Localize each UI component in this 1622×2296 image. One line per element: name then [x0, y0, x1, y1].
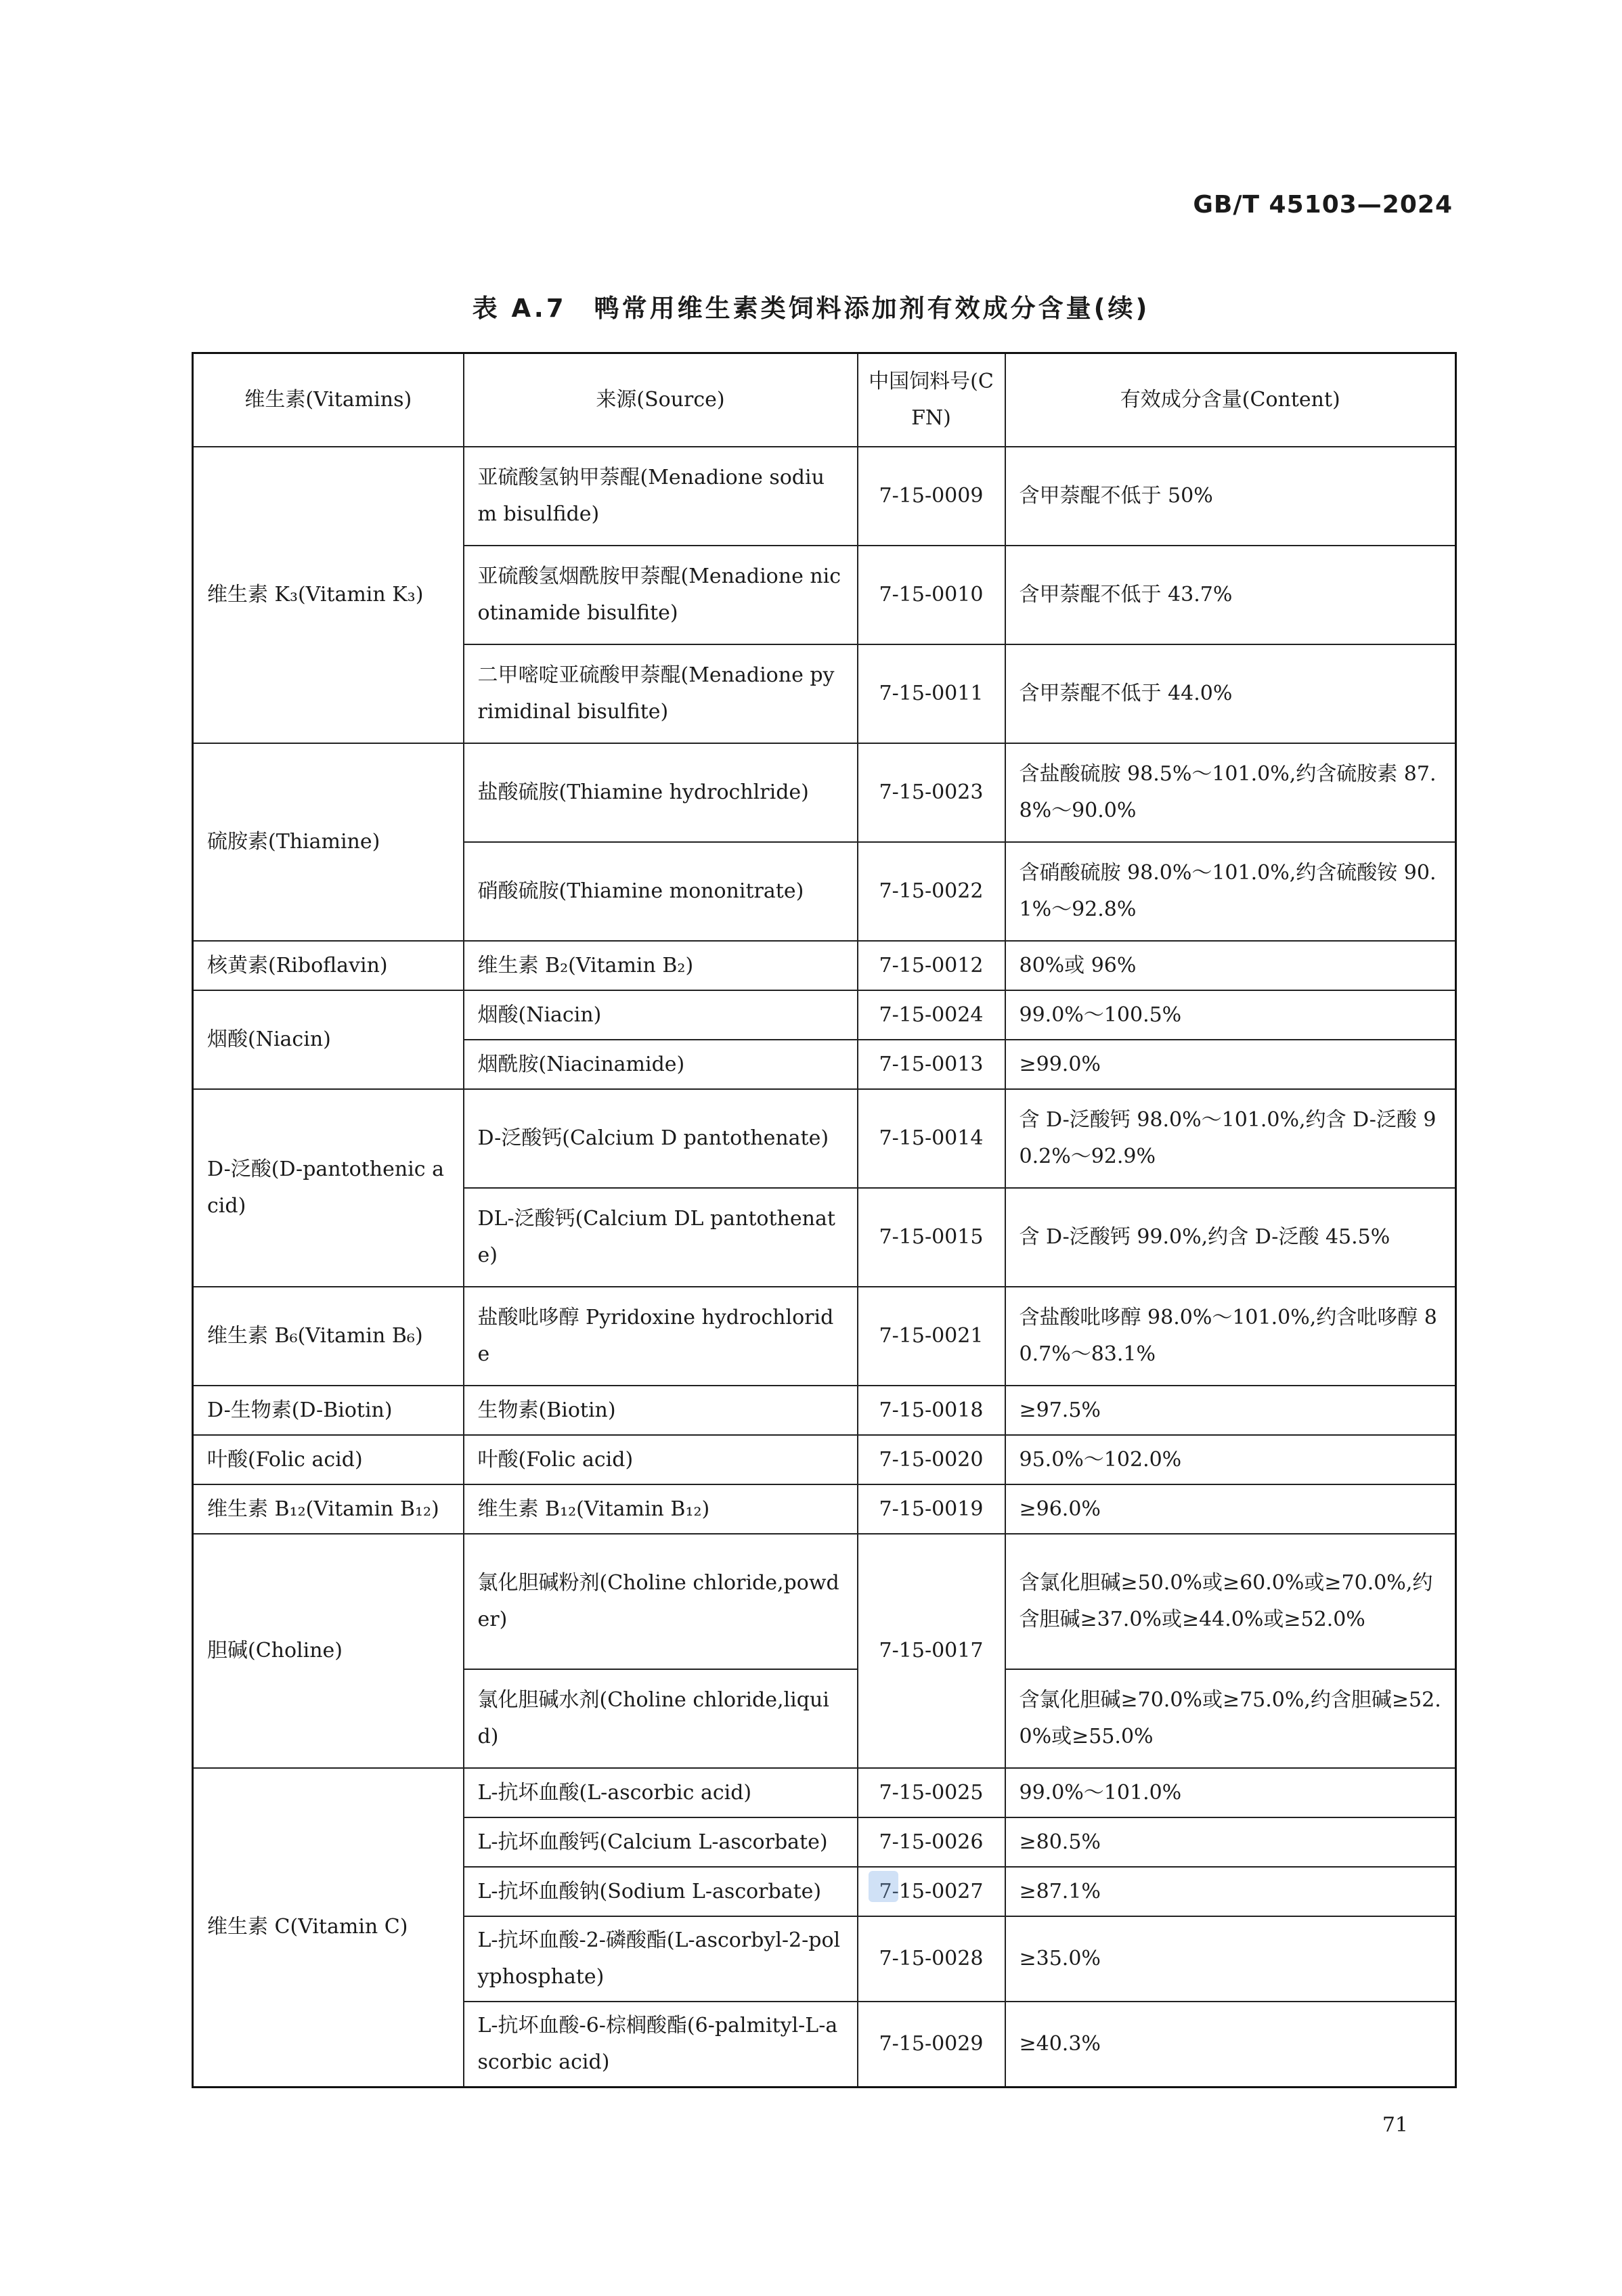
source-cell: 烟酰胺(Niacinamide): [464, 1040, 858, 1089]
cfn-cell: 7-15-0022: [858, 842, 1005, 941]
table-row: [193, 1435, 1456, 1484]
source-cell: L-抗坏血酸钠(Sodium L-ascorbate): [464, 1867, 858, 1916]
content-cell: 80%或 96%: [1005, 941, 1456, 990]
cfn-cell: 7-15-0027: [858, 1867, 1005, 1916]
table-row: [193, 1287, 1456, 1386]
content-cell: ≥35.0%: [1005, 1916, 1456, 2002]
source-cell: 盐酸硫胺(Thiamine hydrochlride): [464, 743, 858, 842]
table-row: [193, 447, 1456, 546]
table-header-row: [193, 353, 1456, 447]
content-cell: 含甲萘醌不低于 43.7%: [1005, 546, 1456, 644]
content-cell: ≥97.5%: [1005, 1386, 1456, 1435]
source-cell: 氯化胆碱水剂(Choline chloride,liquid): [464, 1669, 858, 1768]
table-row: [193, 1089, 1456, 1188]
content-cell: 含 D-泛酸钙 99.0%,约含 D-泛酸 45.5%: [1005, 1188, 1456, 1287]
source-cell: 盐酸吡哆醇 Pyridoxine hydrochloride: [464, 1287, 858, 1386]
cfn-cell: 7-15-0025: [858, 1768, 1005, 1817]
source-cell: 生物素(Biotin): [464, 1386, 858, 1435]
source-cell: 维生素 B₁₂(Vitamin B₁₂): [464, 1484, 858, 1534]
column-header-cfn: 中国饲料号(CFN): [858, 353, 1005, 447]
vitamin-cell: D-生物素(D-Biotin): [193, 1386, 464, 1435]
vitamin-cell: 硫胺素(Thiamine): [193, 743, 464, 941]
source-cell: 维生素 B₂(Vitamin B₂): [464, 941, 858, 990]
table-row: [193, 990, 1456, 1040]
watermark-mark: [869, 1871, 898, 1902]
table-row: [193, 1386, 1456, 1435]
content-cell: ≥96.0%: [1005, 1484, 1456, 1534]
vitamin-cell: D-泛酸(D-pantothenic acid): [193, 1089, 464, 1287]
content-cell: 含甲萘醌不低于 44.0%: [1005, 644, 1456, 743]
cfn-cell: 7-15-0014: [858, 1089, 1005, 1188]
column-header-source: 来源(Source): [464, 353, 858, 447]
vitamin-content-table: [192, 352, 1457, 2088]
cfn-cell: 7-15-0015: [858, 1188, 1005, 1287]
source-cell: L-抗坏血酸-6-棕榈酸酯(6-palmityl-L-ascorbic acid): [464, 2002, 858, 2087]
source-cell: 氯化胆碱粉剂(Choline chloride,powder): [464, 1534, 858, 1669]
source-cell: 烟酸(Niacin): [464, 990, 858, 1040]
cfn-cell: 7-15-0024: [858, 990, 1005, 1040]
vitamin-cell: 胆碱(Choline): [193, 1534, 464, 1768]
content-cell: 含硝酸硫胺 98.0%～101.0%,约含硫酸铵 90.1%～92.8%: [1005, 842, 1456, 941]
content-cell: 含 D-泛酸钙 98.0%～101.0%,约含 D-泛酸 90.2%～92.9%: [1005, 1089, 1456, 1188]
vitamin-cell: 叶酸(Folic acid): [193, 1435, 464, 1484]
table-title: 表 A.7 鸭常用维生素类饲料添加剂有效成分含量(续): [472, 294, 1150, 323]
cfn-cell: 7-15-0017: [858, 1534, 1005, 1768]
source-cell: L-抗坏血酸(L-ascorbic acid): [464, 1768, 858, 1817]
cfn-cell: 7-15-0029: [858, 2002, 1005, 2087]
table-row: [193, 1768, 1456, 1817]
vitamin-cell: 维生素 C(Vitamin C): [193, 1768, 464, 2087]
vitamin-cell: 核黄素(Riboflavin): [193, 941, 464, 990]
cfn-cell: 7-15-0011: [858, 644, 1005, 743]
cfn-cell: 7-15-0023: [858, 743, 1005, 842]
cfn-cell: 7-15-0026: [858, 1817, 1005, 1867]
cfn-cell: 7-15-0010: [858, 546, 1005, 644]
content-cell: 含甲萘醌不低于 50%: [1005, 447, 1456, 546]
vitamin-cell: 维生素 B₁₂(Vitamin B₁₂): [193, 1484, 464, 1534]
table-row: [193, 941, 1456, 990]
column-header-content: 有效成分含量(Content): [1005, 353, 1456, 447]
page-number: 71: [1382, 2113, 1408, 2137]
vitamin-cell: 烟酸(Niacin): [193, 990, 464, 1089]
source-cell: 硝酸硫胺(Thiamine mononitrate): [464, 842, 858, 941]
source-cell: 亚硫酸氢烟酰胺甲萘醌(Menadione nicotinamide bisulfite): [464, 546, 858, 644]
vitamin-cell: 维生素 B₆(Vitamin B₆): [193, 1287, 464, 1386]
cfn-cell: 7-15-0018: [858, 1386, 1005, 1435]
content-cell: 95.0%～102.0%: [1005, 1435, 1456, 1484]
content-cell: ≥99.0%: [1005, 1040, 1456, 1089]
cfn-cell: 7-15-0009: [858, 447, 1005, 546]
content-cell: 含盐酸吡哆醇 98.0%～101.0%,约含吡哆醇 80.7%～83.1%: [1005, 1287, 1456, 1386]
table-row: [193, 1484, 1456, 1534]
cfn-cell: 7-15-0020: [858, 1435, 1005, 1484]
source-cell: 亚硫酸氢钠甲萘醌(Menadione sodium bisulfide): [464, 447, 858, 546]
source-cell: 二甲嘧啶亚硫酸甲萘醌(Menadione pyrimidinal bisulfite): [464, 644, 858, 743]
cfn-cell: 7-15-0028: [858, 1916, 1005, 2002]
table-row: [193, 1534, 1456, 1669]
content-cell: 含氯化胆碱≥50.0%或≥60.0%或≥70.0%,约含胆碱≥37.0%或≥44.0%或≥52.0%: [1005, 1534, 1456, 1669]
content-cell: 99.0%～100.5%: [1005, 990, 1456, 1040]
content-cell: ≥87.1%: [1005, 1867, 1456, 1916]
content-cell: ≥40.3%: [1005, 2002, 1456, 2087]
content-cell: 含氯化胆碱≥70.0%或≥75.0%,约含胆碱≥52.0%或≥55.0%: [1005, 1669, 1456, 1768]
cfn-cell: 7-15-0021: [858, 1287, 1005, 1386]
vitamin-cell: 维生素 K₃(Vitamin K₃): [193, 447, 464, 743]
content-cell: 99.0%～101.0%: [1005, 1768, 1456, 1817]
cfn-cell: 7-15-0013: [858, 1040, 1005, 1089]
cfn-cell: 7-15-0012: [858, 941, 1005, 990]
content-cell: 含盐酸硫胺 98.5%～101.0%,约含硫胺素 87.8%～90.0%: [1005, 743, 1456, 842]
cfn-cell: 7-15-0019: [858, 1484, 1005, 1534]
table-row: [193, 743, 1456, 842]
source-cell: L-抗坏血酸-2-磷酸酯(L-ascorbyl-2-polyphosphate): [464, 1916, 858, 2002]
standard-code: GB/T 45103—2024: [1193, 191, 1453, 219]
source-cell: 叶酸(Folic acid): [464, 1435, 858, 1484]
column-header-vitamins: 维生素(Vitamins): [193, 353, 464, 447]
source-cell: D-泛酸钙(Calcium D pantothenate): [464, 1089, 858, 1188]
source-cell: L-抗坏血酸钙(Calcium L-ascorbate): [464, 1817, 858, 1867]
source-cell: DL-泛酸钙(Calcium DL pantothenate): [464, 1188, 858, 1287]
content-cell: ≥80.5%: [1005, 1817, 1456, 1867]
